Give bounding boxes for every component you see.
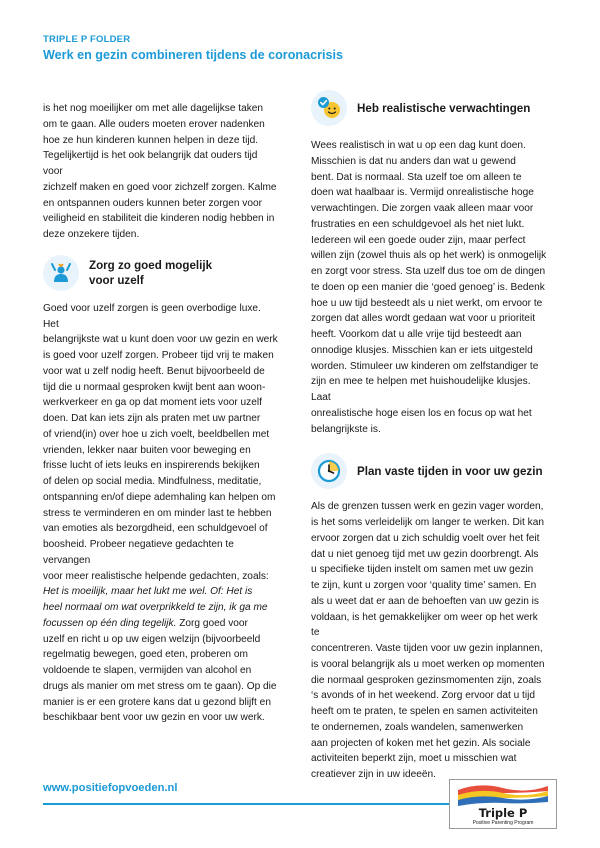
text-line: beschikbaar bent voor uw gezin en voor uw werk. <box>43 712 265 724</box>
right-column <box>311 90 547 783</box>
self-care-paragraph <box>43 301 279 726</box>
intro-paragraph <box>43 101 279 243</box>
text-line: of delen op social media. Mindfulness, meditatie, <box>43 476 262 487</box>
text-line: doen. Dat kan iets zijn als praten met uw partner <box>43 413 261 424</box>
text-line: te doen op een manier die ‘goed genoeg’ is. Bedenk <box>311 281 545 293</box>
text-line: voldaan, is het gemakkelijker om weer op het werk te <box>311 611 538 639</box>
text-line: Tegelijkertijd is het ook belangrijk dat ouders tijd voor <box>43 150 258 177</box>
text-line: hoe u uw tijd besteedt als u niet werkt, om ervoor te <box>311 297 543 309</box>
clock-icon <box>311 453 347 489</box>
text-line: Iedereen wil een goede ouder zijn, maar perfect <box>311 234 526 246</box>
text-line: Misschien is dat nu anders dan wat u gewend <box>311 155 516 167</box>
text-line: heeft om te praten, te spelen en samen activiteiten <box>311 706 538 717</box>
text-line: belangrijkste wat u kunt doen voor uw gezin en werk <box>43 334 278 346</box>
text-line: bent. Dat is normaal. Sta uzelf toe om alleen te <box>311 171 522 183</box>
text-line: voor wat u zelf nodig heeft. Benut bijvoorbeeld de <box>43 365 265 377</box>
text-line: onrealistische hoge eisen los en focus op wat het <box>311 407 532 419</box>
section-title: Heb realistische verwachtingen <box>357 101 531 115</box>
text-line: Zorg goed voor <box>176 617 248 629</box>
text-line: is goed voor uzelf zorgen. Probeer tijd vrij te maken <box>43 350 274 361</box>
italic-line: focussen op één ding tegelijk. <box>43 617 177 629</box>
text-line: Goed voor uzelf zorgen is geen overbodige luxe. Het <box>43 302 261 330</box>
text-line: deze onzekere tijden. <box>43 229 140 240</box>
text-line: frisse lucht of iets leuks en inspirerends bekijken <box>43 460 260 472</box>
text-line: aan projecten of koken met het gezin. Als sociale <box>311 737 531 749</box>
section-heading-self-care <box>43 255 279 291</box>
text-line: vrienden, lekker naar buiten voor beweging en <box>43 444 251 456</box>
text-line: worden. Stimuleer uw kinderen om zelfstandiger te <box>311 360 539 372</box>
section-heading-expectations <box>311 90 547 126</box>
text-line: van emoties als bezorgdheid, een schuldgevoel of <box>43 523 268 535</box>
text-line: Wees realistisch in wat u op een dag kunt doen. <box>311 140 526 151</box>
text-line: concentreren. Vaste tijden voor uw gezin inplannen, <box>311 643 543 654</box>
text-line: of vriend(in) over hoe u zich voelt, beeldbellen met <box>43 428 270 440</box>
person-heart-icon <box>43 255 79 291</box>
smiley-check-icon <box>311 90 347 126</box>
text-line: u specifieke tijden instelt om samen met uw gezin <box>311 564 534 576</box>
text-line: voldoende te slapen, vermijden van alcohol en <box>43 665 252 676</box>
text-line: te zijn, kunt u zorgen voor ‘quality time’ samen. En <box>311 580 537 591</box>
text-line: is het nog moeilijker om met alle dagelijkse taken <box>43 103 264 114</box>
page-header <box>43 34 343 62</box>
text-line: tijd die u normaal gesproken kwijt bent aan woon- <box>43 381 266 393</box>
text-line: en ontspannen ouders kunnen beter zorgen voor <box>43 197 262 209</box>
logo-subtext: Positive Parenting Program <box>472 820 534 826</box>
text-line: zijn en mee te helpen met huishoudelijke klusjes. Laat <box>311 376 531 403</box>
text-line: die normaal gesproken gezinsmomenten zijn, zoals <box>311 674 542 686</box>
text-line: Als de grenzen tussen werk en gezin vager worden, <box>311 501 544 513</box>
document-title: Werk en gezin combineren tijdens de coronacrisis <box>43 48 344 62</box>
section-title: Plan vaste tijden in voor uw gezin <box>357 464 543 478</box>
text-line: drugs als manier om met stress om te gaan). Op die <box>43 680 277 692</box>
text-line: dat u niet genoeg tijd met uw gezin doorbrengt. Als <box>311 548 539 560</box>
text-line: uzelf en richt u op uw eigen welzijn (bijvoorbeeld <box>43 633 261 645</box>
text-line: is vooral belangrijk als u moet werken op momenten <box>311 658 545 670</box>
text-line: doen wat haalbaar is. Vermijd onrealistische hoge <box>311 187 534 199</box>
logo-wordmark: Triple P <box>478 806 528 820</box>
expectations-paragraph <box>311 138 547 437</box>
text-line: te ondernemen, zoals wandelen, samenwerken <box>311 721 524 733</box>
text-line: regelmatig bewegen, goed eten, proberen om <box>43 649 248 661</box>
text-line: activiteiten beperkt zijn, moet u misschien wat <box>311 753 517 765</box>
text-line: belangrijkste is. <box>311 423 381 435</box>
text-line: verwachtingen. Die zorgen vaak alleen maar voor <box>311 203 534 214</box>
left-column <box>43 101 279 726</box>
section-title: Zorg zo goed mogelijk voor uzelf <box>89 258 213 287</box>
family-time-paragraph <box>311 499 547 783</box>
text-line: is het soms verleidelijk om langer te werken. Dit kan <box>311 517 544 528</box>
text-line: frustraties en een schuldgevoel als het niet lukt. <box>311 218 525 230</box>
italic-line: Het is moeilijk, maar het lukt me wel. Of: Het is <box>43 586 253 598</box>
text-line: willen zijn (zowel thuis als op het werk) is onmogelijk <box>311 250 547 262</box>
text-line: om te gaan. Alle ouders moeten erover nadenken <box>43 118 265 130</box>
section-heading-family-time <box>311 453 547 489</box>
text-line: ontspanning en/of diepe ademhaling kan helpen om <box>43 491 276 503</box>
text-line: en zorgt voor stress. Sta uzelf dus toe om de dingen <box>311 266 546 277</box>
triple-p-logo <box>449 779 557 829</box>
text-line: voor meer realistische helpende gedachten, zoals: <box>43 570 269 582</box>
folder-label: TRIPLE P FOLDER <box>43 34 131 45</box>
text-line: manier is er een grotere kans dat u gezond blijft en <box>43 696 271 708</box>
text-line: stress te verminderen en om minder last te hebben <box>43 507 272 519</box>
text-line: boosheid. Probeer negatieve gedachten te vervangen <box>43 539 234 566</box>
text-line: ‘s avonds of in het weekend. Zorg ervoor dat u tijd <box>311 690 536 702</box>
text-line: ervoor zorgen dat u zich schuldig voelt over het feit <box>311 532 540 544</box>
text-line: zichzelf maken en goed voor zichzelf zorgen. Kalme <box>43 181 277 193</box>
text-line: onnodige klusjes. Misschien kan er iets uitgesteld <box>311 344 533 356</box>
text-line: zorgen dat alles wordt gedaan wat voor u prioriteit <box>311 313 536 325</box>
text-line: heeft. Voorkom dat u alle vrije tijd besteedt aan <box>311 329 522 340</box>
italic-line: heel normaal om wat overprikkeld te zijn, ik ga me <box>43 602 268 613</box>
text-line: als u weet dat er aan de behoeften van uw gezin is <box>311 595 539 607</box>
text-line: werkverkeer en ga op dat moment iets voor uzelf <box>43 397 262 409</box>
text-line: hoe ze hun kinderen kunnen helpen in deze tijd. <box>43 134 259 146</box>
text-line: veiligheid en stabiliteit die kinderen nodig hebben in <box>43 213 275 225</box>
website-link[interactable]: www.positiefopvoeden.nl <box>43 782 178 794</box>
text-line: creatiever zijn in uw ideeën. <box>311 769 436 780</box>
